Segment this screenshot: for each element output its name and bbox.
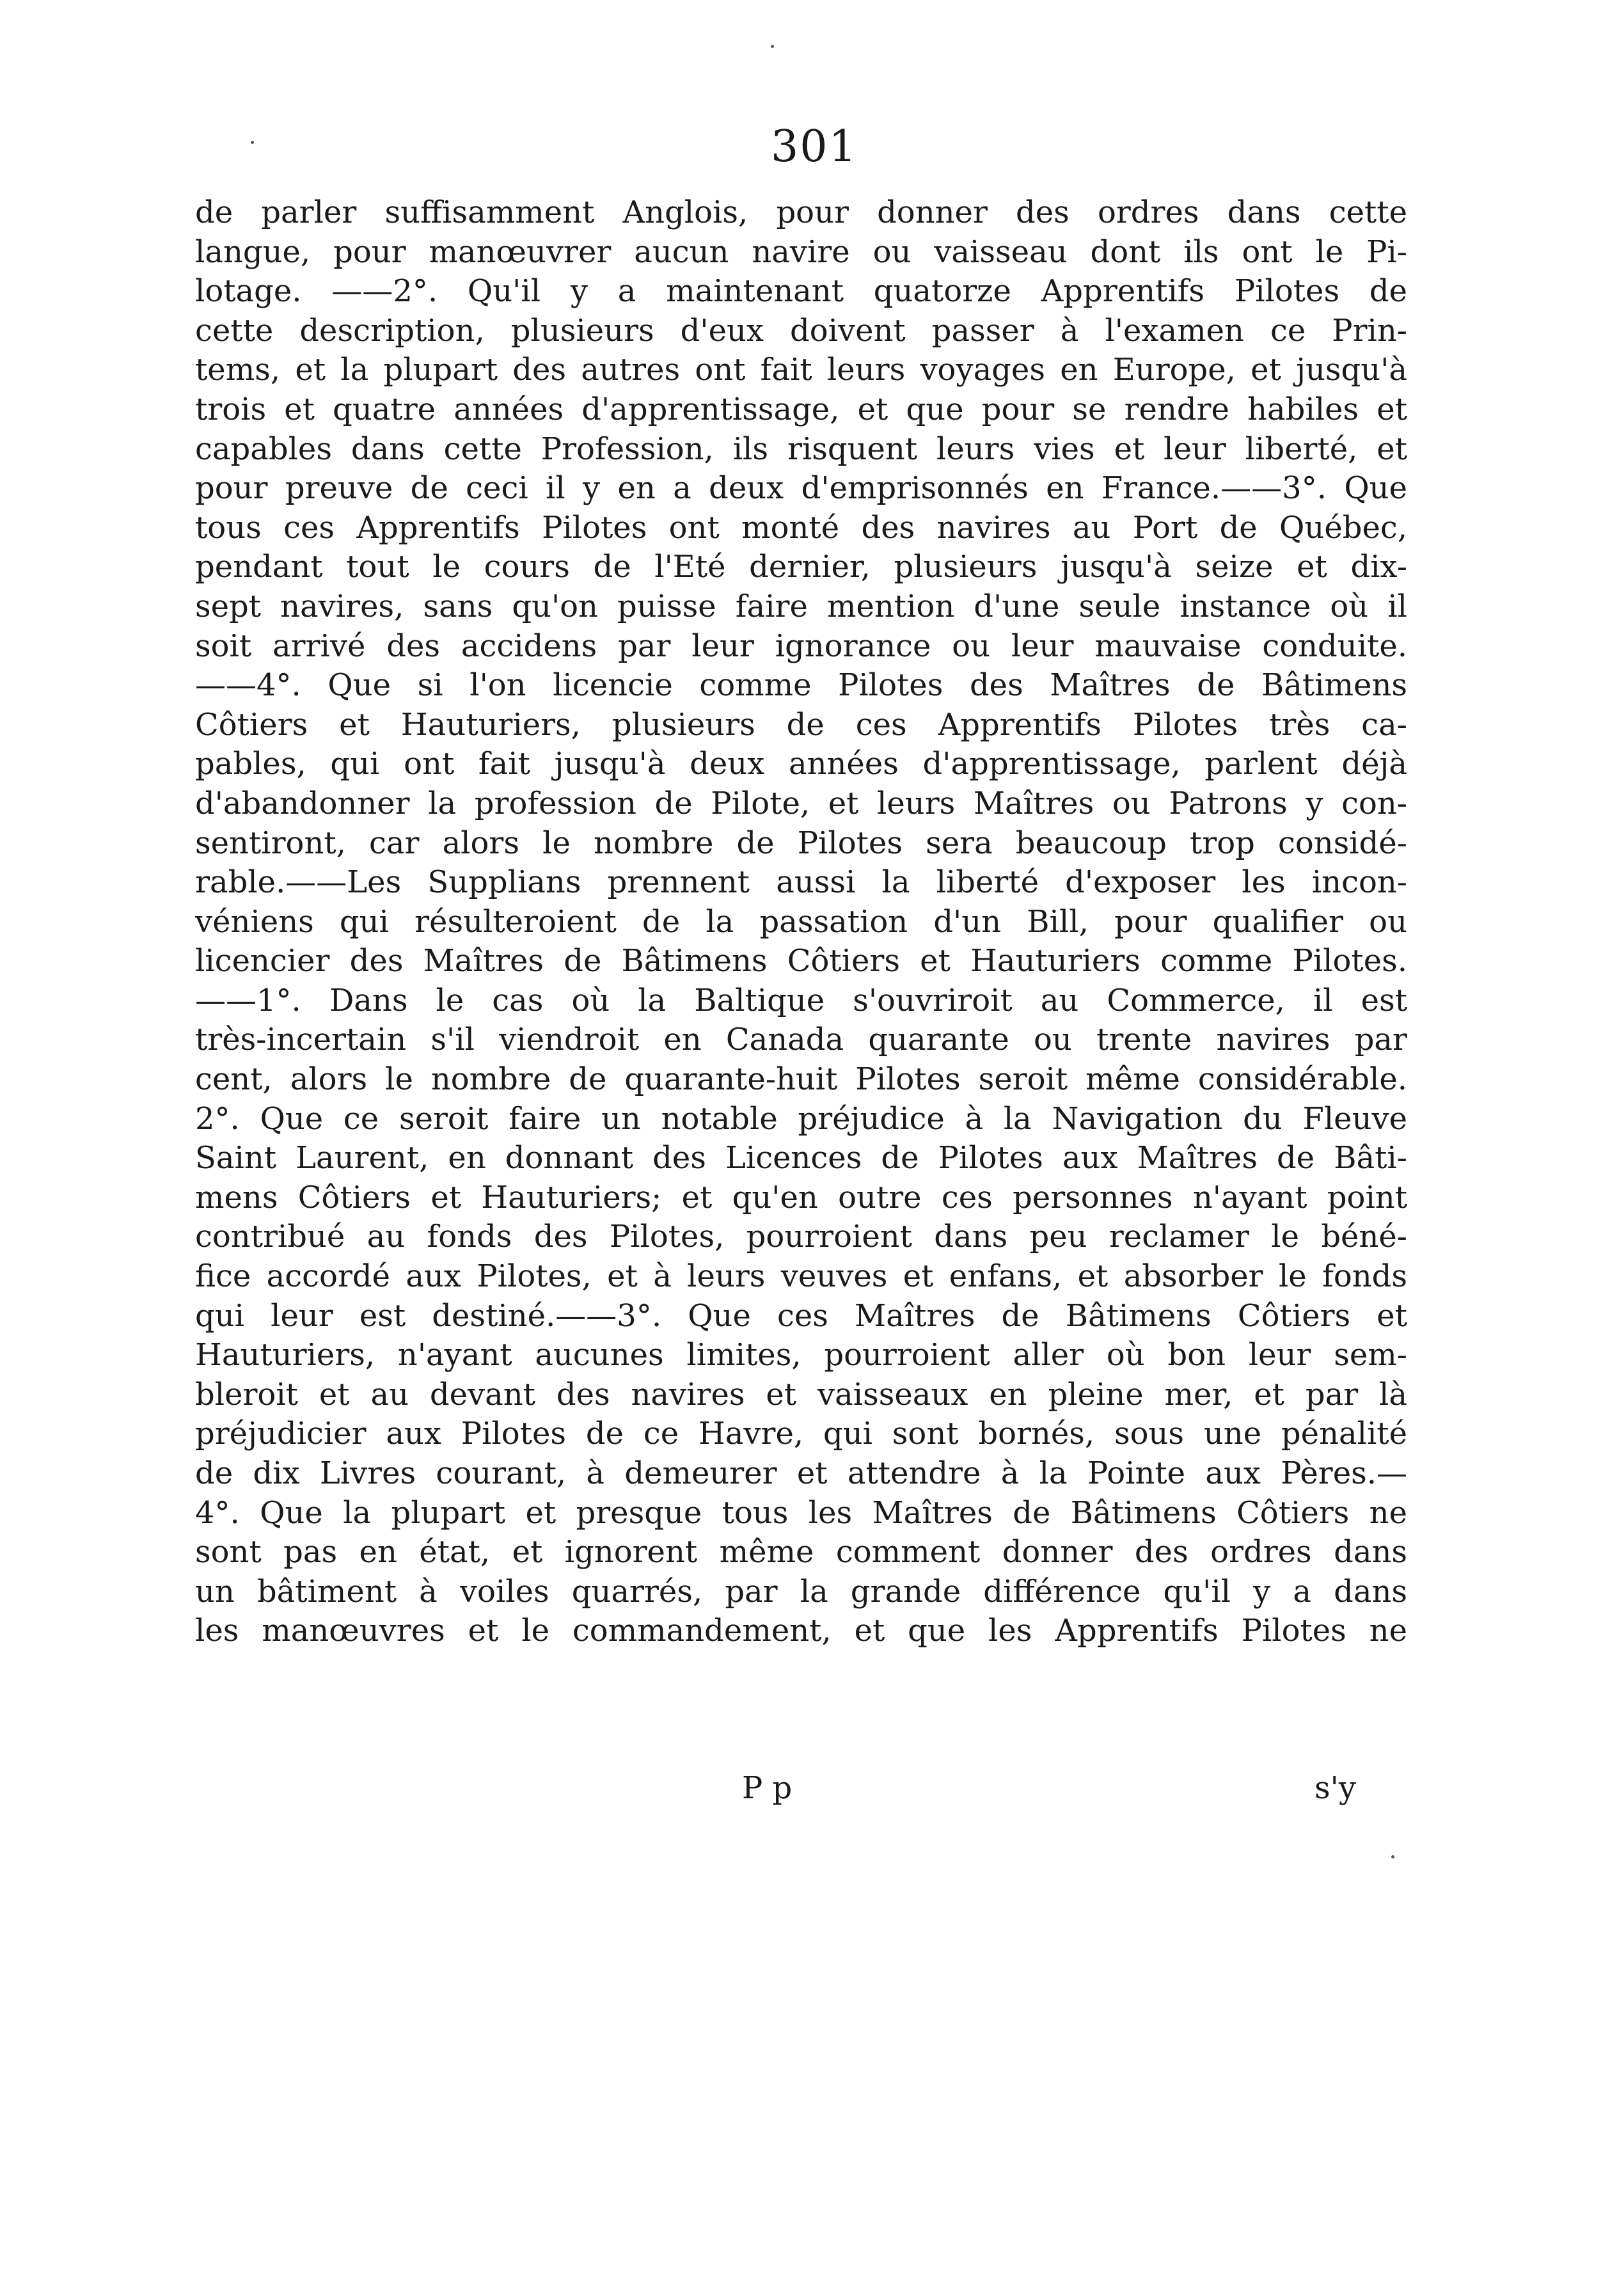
- print-speck: [251, 141, 254, 144]
- text-line: pour preuve de ceci il y en a deux d'emprisonnés en France.——3°. Que: [195, 470, 1407, 507]
- body-text: [195, 193, 1407, 1651]
- text-line: d'abandonner la profession de Pilote, et leurs Maîtres ou Patrons y con-: [195, 785, 1407, 821]
- text-line: un bâtiment à voiles quarrés, par la grande différence qu'il y a dans: [195, 1573, 1407, 1610]
- text-line: langue, pour manœuvrer aucun navire ou vaisseau dont ils ont le Pi-: [195, 234, 1407, 270]
- print-speck: [771, 45, 774, 48]
- text-line: fice accordé aux Pilotes, et à leurs veuves et enfans, et absorber le fonds: [195, 1258, 1407, 1295]
- text-line: Hauturiers, n'ayant aucunes limites, pourroient aller où bon leur sem-: [195, 1337, 1407, 1374]
- text-line: contribué au fonds des Pilotes, pourroient dans peu reclamer le béné-: [195, 1219, 1407, 1255]
- text-line: tems, et la plupart des autres ont fait leurs voyages en Europe, et jusqu'à: [195, 352, 1407, 388]
- text-line: pendant tout le cours de l'Eté dernier, plusieurs jusqu'à seize et dix-: [195, 549, 1407, 585]
- text-line: lotage. ——2°. Qu'il y a maintenant quatorze Apprentifs Pilotes de: [195, 273, 1407, 310]
- text-line: préjudicier aux Pilotes de ce Havre, qui sont bornés, sous une pénalité: [195, 1416, 1407, 1452]
- text-line: sont pas en état, et ignorent même comment donner des ordres dans: [195, 1534, 1407, 1571]
- text-line: soit arrivé des accidens par leur ignorance ou leur mauvaise conduite.: [195, 628, 1407, 664]
- signature-mark: P p: [742, 1770, 793, 1806]
- text-line: bleroit et au devant des navires et vaisseaux en pleine mer, et par là: [195, 1376, 1407, 1413]
- page-footer: [0, 1762, 1610, 1814]
- text-line: véniens qui résulteroient de la passation d'un Bill, pour qualifier ou: [195, 903, 1407, 940]
- text-line: très-incertain s'il viendroit en Canada quarante ou trente navires par: [195, 1022, 1407, 1058]
- text-line: trois et quatre années d'apprentissage, et que pour se rendre habiles et: [195, 391, 1407, 427]
- text-line: les manœuvres et le commandement, et que les Apprentifs Pilotes ne: [195, 1613, 1407, 1649]
- catchword: s'y: [1314, 1770, 1356, 1806]
- text-line: rable.——Les Supplians prennent aussi la liberté d'exposer les incon-: [195, 864, 1407, 901]
- text-line: sept navires, sans qu'on puisse faire mention d'une seule instance où il: [195, 588, 1407, 624]
- print-speck: [1391, 1855, 1394, 1858]
- text-line: Côtiers et Hauturiers, plusieurs de ces Apprentifs Pilotes très ca-: [195, 706, 1407, 743]
- text-line: cent, alors le nombre de quarante-huit Pilotes seroit même considérable.: [195, 1061, 1407, 1098]
- text-line: ——1°. Dans le cas où la Baltique s'ouvriroit au Commerce, il est: [195, 982, 1407, 1018]
- text-line: mens Côtiers et Hauturiers; et qu'en outre ces personnes n'ayant point: [195, 1179, 1407, 1215]
- text-line: ——4°. Que si l'on licencie comme Pilotes des Maîtres de Bâtimens: [195, 667, 1407, 704]
- text-line: tous ces Apprentifs Pilotes ont monté des navires au Port de Québec,: [195, 509, 1407, 546]
- page-number: 301: [771, 122, 858, 172]
- text-line: pables, qui ont fait jusqu'à deux années d'apprentissage, parlent déjà: [195, 746, 1407, 782]
- text-line: de parler suffisamment Anglois, pour donner des ordres dans cette: [195, 194, 1407, 230]
- text-line: 2°. Que ce seroit faire un notable préjudice à la Navigation du Fleuve: [195, 1100, 1407, 1137]
- text-line: Saint Laurent, en donnant des Licences de Pilotes aux Maîtres de Bâti-: [195, 1140, 1407, 1176]
- text-line: sentiront, car alors le nombre de Pilotes sera beaucoup trop considé-: [195, 825, 1407, 861]
- text-line: cette description, plusieurs d'eux doivent passer à l'examen ce Prin-: [195, 312, 1407, 349]
- text-line: 4°. Que la plupart et presque tous les Maîtres de Bâtimens Côtiers ne: [195, 1494, 1407, 1531]
- text-line: licencier des Maîtres de Bâtimens Côtiers et Hauturiers comme Pilotes.: [195, 943, 1407, 979]
- text-line: de dix Livres courant, à demeurer et attendre à la Pointe aux Pères.—: [195, 1455, 1407, 1491]
- text-line: qui leur est destiné.——3°. Que ces Maîtres de Bâtimens Côtiers et: [195, 1297, 1407, 1334]
- text-line: capables dans cette Profession, ils risquent leurs vies et leur liberté, et: [195, 431, 1407, 467]
